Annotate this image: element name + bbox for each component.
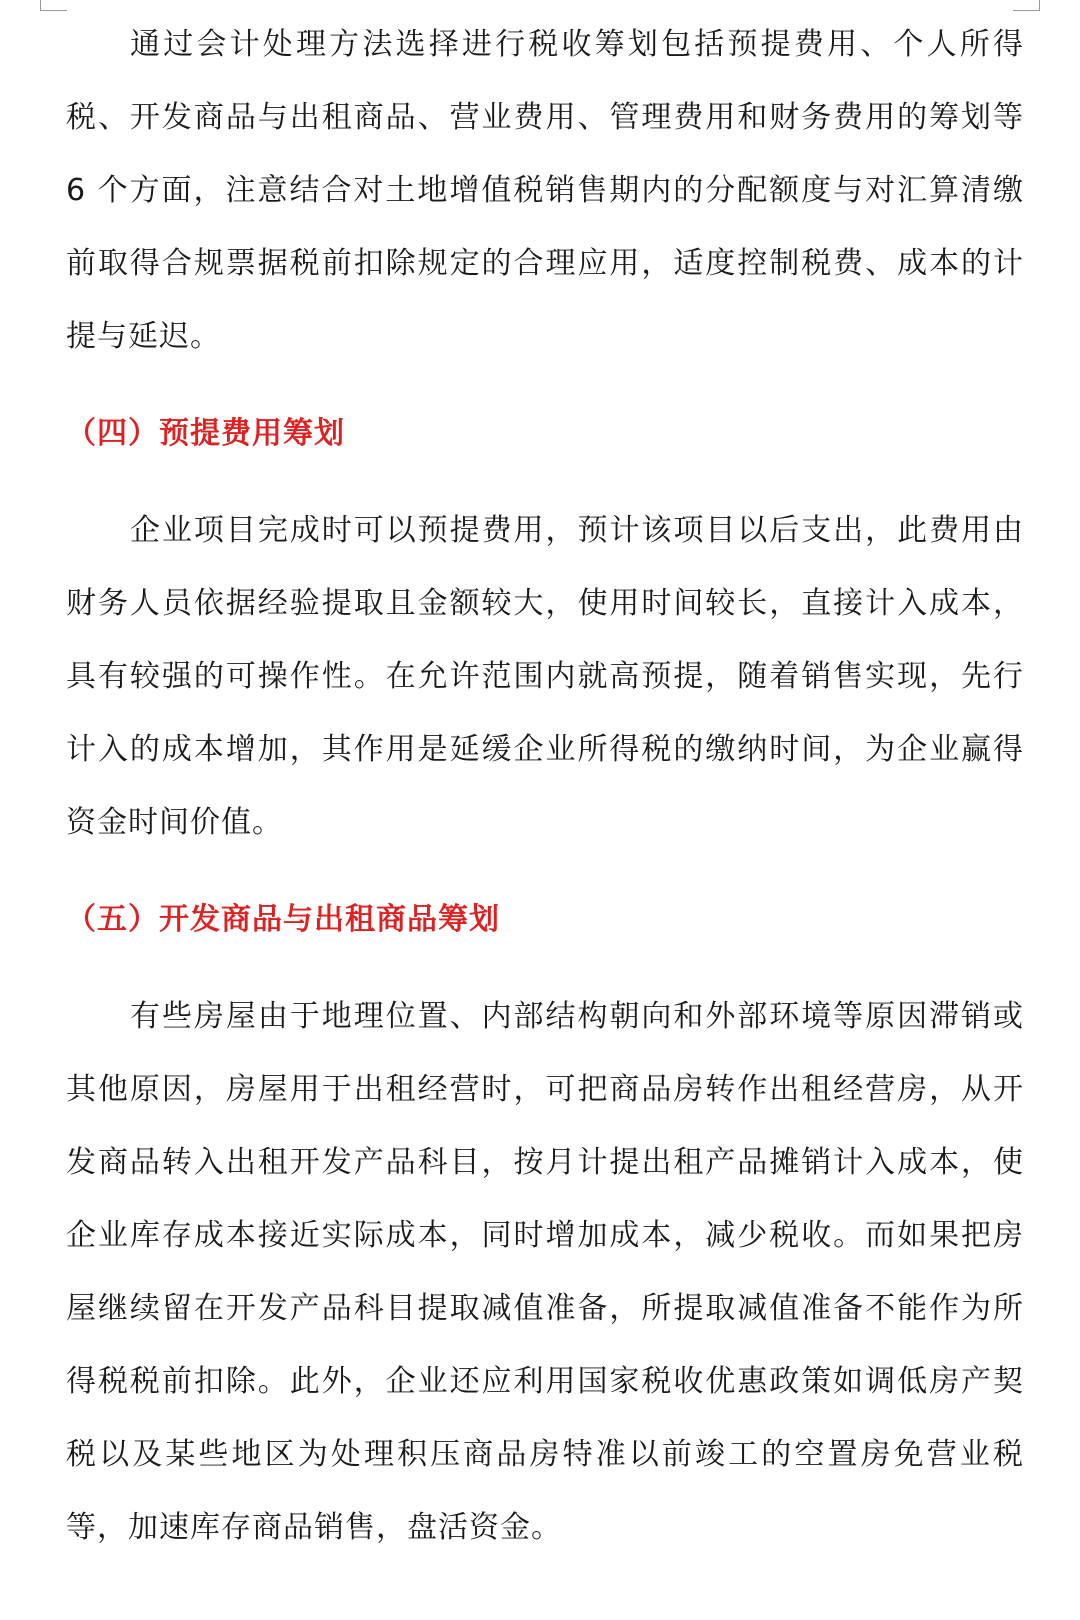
spacer xyxy=(66,470,1024,494)
section-heading-5: （五）开发商品与出租商品筹划 xyxy=(66,902,500,937)
page-corner-mark-left xyxy=(40,0,67,11)
section-heading-4: （四）预提费用筹划 xyxy=(66,416,345,451)
section-5-paragraph: 有些房屋由于地理位置、内部结构朝向和外部环境等原因滞销或其他原因，房屋用于出租经营时，可把商品房转作出租经营房，从开发商品转入出租开发产品科目，按月计提出租产品摊销计入成本，使企业库存成本接近实际成本，同时增加成本，减少税收。而如果把房屋继续留在开发产品科目提取减值准备，所提取减值准备不能作为所得税税前扣除。此外，企业还应利用国家税收优惠政策如调低房产契税以及某些地区为处理积压商品房特准以前竣工的空置房免营业税等，加速库存商品销售，盘活资金。 xyxy=(66,999,1024,1545)
document-body xyxy=(66,8,1024,1564)
spacer xyxy=(66,956,1024,980)
spacer xyxy=(66,373,1024,397)
intro-paragraph: 通过会计处理方法选择进行税收筹划包括预提费用、个人所得税、开发商品与出租商品、营业费用、管理费用和财务费用的筹划等 6 个方面，注意结合对土地增值税销售期内的分配额度与对汇算清缴前取得合规票据税前扣除规定的合理应用，适度控制税费、成本的计提与延迟。 xyxy=(66,27,1024,354)
spacer xyxy=(66,859,1024,883)
section-4-paragraph: 企业项目完成时可以预提费用，预计该项目以后支出，此费用由财务人员依据经验提取且金额较大，使用时间较长，直接计入成本，具有较强的可操作性。在允许范围内就高预提，随着销售实现，先行计入的成本增加，其作用是延缓企业所得税的缴纳时间，为企业赢得资金时间价值。 xyxy=(66,513,1024,840)
